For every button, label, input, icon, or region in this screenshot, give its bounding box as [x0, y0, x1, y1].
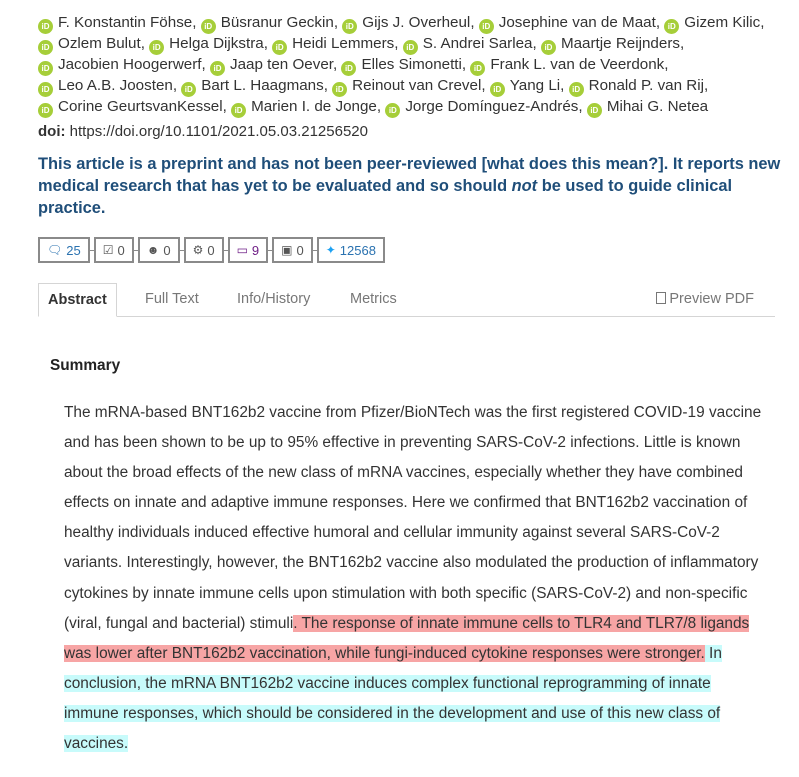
comments-count: 25: [66, 242, 81, 258]
author-name: Bart L. Haagmans: [201, 77, 324, 94]
doi-link[interactable]: https://doi.org/10.1101/2021.05.03.21256520: [69, 123, 368, 140]
author-name: Maartje Reijnders: [560, 35, 680, 52]
community-metric[interactable]: [138, 237, 180, 263]
article-tabs: [38, 283, 775, 317]
orcid-icon[interactable]: iD: [569, 82, 584, 97]
author-name: Jacobien Hoogerwerf: [58, 56, 202, 73]
doi-label: doi:: [38, 123, 66, 140]
preview-pdf-label: Preview PDF: [669, 291, 754, 307]
author-name: Josephine van de Maat: [498, 14, 656, 31]
orcid-icon[interactable]: iD: [210, 61, 225, 76]
preview-pdf-link[interactable]: [647, 283, 763, 317]
orcid-icon[interactable]: iD: [341, 61, 356, 76]
reviews-metric[interactable]: [94, 237, 134, 263]
orcid-icon[interactable]: iD: [272, 40, 287, 55]
comment-icon: 🗨: [47, 243, 63, 257]
author-link[interactable]: [587, 98, 708, 115]
preprint-notice: [38, 153, 788, 219]
author-name: Jorge Domínguez-Andrés: [405, 98, 579, 115]
doi-line: [38, 123, 368, 140]
highlight-cyan-passage: In conclusion, the mRNA BNT162b2 vaccine induces complex functional reprogramming of innate immune responses, which should be considered in the development and use of this new class of vaccines.: [64, 644, 722, 753]
orcid-icon[interactable]: iD: [38, 61, 53, 76]
author-name: Ozlem Bulut: [58, 35, 141, 52]
users-icon: ☻: [146, 243, 160, 257]
orcid-icon[interactable]: iD: [181, 82, 196, 97]
author-link[interactable]: [38, 77, 173, 94]
author-link[interactable]: [201, 14, 334, 31]
altmetric-metric[interactable]: [228, 237, 269, 263]
author-link[interactable]: [38, 35, 141, 52]
community-count: 0: [163, 242, 171, 258]
author-name: Ronald P. van Rij: [588, 77, 705, 94]
reviews-count: 0: [117, 242, 125, 258]
author-list: iD F. Konstantin Föhse, iD Büsranur Geckin, iD Gijs J. Overheul, iD Josephine van de Maat, iD Gizem Kilic, iD Ozlem Bulut, iD Helga Dijkstra, iD Heidi Lemmers, iD S. Andrei Sarlea, iD Maartje Reijnders, iD Jacobien Hoogerwerf, iD Jaap ten Oever, iD Elles Simonetti, iD Frank L. van de Veerdonk, iD Leo A.B. Joosten, iD Bart L. Haagmans, iD Reinout van Crevel, iD Yang Li, iD Ronald P. van Rij, iD Corine GeurtsvanKessel, iD Marien I. de Jonge, iD Jorge Domínguez-Andrés, iD Mihai G. Netea: [38, 13, 778, 118]
author-name: Yang Li: [509, 77, 561, 94]
orcid-icon[interactable]: iD: [38, 40, 53, 55]
author-link[interactable]: [332, 77, 481, 94]
preprint-notice-text: This article is a preprint and has not been peer-reviewed [what does this mean?]. It reports new medical research that has yet to be evaluated and so should: [38, 155, 781, 195]
author-link[interactable]: [149, 35, 264, 52]
orcid-icon[interactable]: iD: [342, 19, 357, 34]
orcid-icon[interactable]: iD: [541, 40, 556, 55]
author-name: S. Andrei Sarlea: [422, 35, 533, 52]
author-link[interactable]: [341, 56, 461, 73]
author-link[interactable]: [541, 35, 680, 52]
tab-full-text[interactable]: Full Text: [145, 291, 199, 307]
orcid-icon[interactable]: iD: [332, 82, 347, 97]
film-icon: ▣: [281, 243, 293, 257]
author-name: Mihai G. Netea: [606, 98, 709, 115]
orcid-icon[interactable]: iD: [479, 19, 494, 34]
orcid-icon[interactable]: iD: [664, 19, 679, 34]
orcid-icon[interactable]: iD: [587, 103, 602, 118]
orcid-icon[interactable]: iD: [201, 19, 216, 34]
twitter-count: 12568: [339, 242, 376, 258]
author-name: Reinout van Crevel: [352, 77, 482, 94]
orcid-icon[interactable]: iD: [470, 61, 485, 76]
monitor-icon: ▭: [236, 243, 248, 257]
author-link[interactable]: [210, 56, 333, 73]
comments-metric[interactable]: [38, 237, 90, 263]
automated-count: 0: [207, 242, 215, 258]
orcid-icon[interactable]: iD: [38, 82, 53, 97]
orcid-icon[interactable]: iD: [38, 103, 53, 118]
author-name: Gizem Kilic: [684, 14, 761, 31]
twitter-metric[interactable]: [317, 237, 385, 263]
tab-metrics[interactable]: Metrics: [350, 291, 397, 307]
abstract-text: [64, 398, 764, 759]
author-name: Elles Simonetti: [361, 56, 462, 73]
preprint-notice-emphasis: not: [511, 177, 538, 195]
highlight-red-passage: . The response of innate immune cells to TLR4 and TLR7/8 ligands was lower after BNT162b2 vaccination, while fungi-induced cytokine responses were stronger.: [64, 614, 750, 662]
author-link[interactable]: [664, 14, 760, 31]
author-link[interactable]: [231, 98, 377, 115]
altmetric-count: 9: [251, 242, 260, 258]
author-link[interactable]: [342, 14, 470, 31]
tab-abstract[interactable]: Abstract: [38, 283, 117, 317]
video-count: 0: [296, 242, 304, 258]
gears-icon: ⚙: [192, 243, 204, 257]
author-name: Frank L. van de Veerdonk: [490, 56, 665, 73]
orcid-icon[interactable]: iD: [385, 103, 400, 118]
author-link[interactable]: [181, 77, 323, 94]
author-link[interactable]: [272, 35, 394, 52]
author-link[interactable]: [38, 56, 202, 73]
tab-info-history[interactable]: Info/History: [237, 291, 311, 307]
author-link[interactable]: [470, 56, 664, 73]
author-name: Marien I. de Jonge: [251, 98, 377, 115]
twitter-bird-icon: ✦: [325, 243, 336, 257]
author-name: F. Konstantin Föhse: [58, 14, 193, 31]
author-link[interactable]: [38, 14, 192, 31]
orcid-icon[interactable]: iD: [403, 40, 418, 55]
video-metric[interactable]: [272, 237, 313, 263]
orcid-icon[interactable]: iD: [149, 40, 164, 55]
author-name: Büsranur Geckin: [220, 14, 334, 31]
author-link[interactable]: [490, 77, 560, 94]
summary-heading: Summary: [50, 357, 121, 374]
author-link[interactable]: [403, 35, 533, 52]
author-name: Corine GeurtsvanKessel: [58, 98, 223, 115]
author-link[interactable]: [479, 14, 656, 31]
author-name: Jaap ten Oever: [229, 56, 333, 73]
author-name: Leo A.B. Joosten: [58, 77, 173, 94]
orcid-icon[interactable]: iD: [490, 82, 505, 97]
author-name: Gijs J. Overheul: [362, 14, 471, 31]
orcid-icon[interactable]: iD: [38, 19, 53, 34]
abstract-body: The mRNA-based BNT162b2 vaccine from Pfizer/BioNTech was the first registered COVID-19 vaccine and has been shown to be up to 95% effective in preventing SARS-CoV-2 infections. Little is known about the broad effects of the new class of mRNA vaccines, especially whether they have combined effects on innate and adaptive immune responses. Here we confirmed that BNT162b2 vaccination of healthy individuals induced effective humoral and cellular immunity against several SARS-CoV-2 variants. Interestingly, however, the BNT162b2 vaccine also modulated the production of inflammatory cytokines by innate immune cells upon stimulation with both specific (SARS-CoV-2) and non-specific (viral, fungal and bacterial) stimuli: [64, 404, 762, 632]
author-name: Helga Dijkstra: [169, 35, 264, 52]
automated-metric[interactable]: [184, 237, 224, 263]
author-link[interactable]: [38, 98, 223, 115]
orcid-icon[interactable]: iD: [231, 103, 246, 118]
author-link[interactable]: [385, 98, 578, 115]
article-metrics-bar: [38, 237, 389, 263]
document-icon: [656, 292, 666, 304]
author-link[interactable]: [569, 77, 704, 94]
checkbox-icon: ☑: [102, 243, 114, 257]
preprint-notice-text-end: be used to guide clinical practice.: [38, 177, 733, 217]
author-name: Heidi Lemmers: [292, 35, 395, 52]
